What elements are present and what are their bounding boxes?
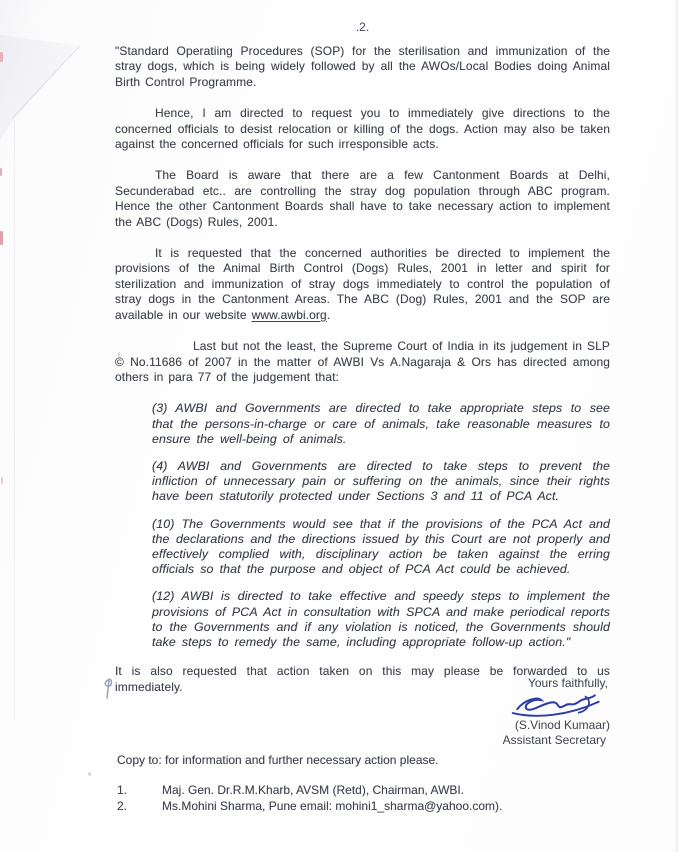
paragraph-requested-period: . bbox=[326, 307, 331, 322]
page-number: .2. bbox=[355, 20, 370, 34]
copy-to-item bbox=[117, 799, 612, 814]
paragraph-board: The Board is aware that there are a few Cantonment Boards at Delhi, Secunderabad etc.. are controlling the stray dog population through ABC program. Hence the other Cantonment Boards shall have to take necessary action to implement the ABC (Dogs) Rules, 2001. bbox=[115, 168, 610, 229]
scan-speck bbox=[88, 772, 91, 776]
pen-mark bbox=[100, 676, 116, 702]
quote-para-12: (12) AWBI is directed to take effective and speedy steps to implement the provisions of PCA Act in consultation with SPCA and make periodical reports to the Governments and if any violation is noticed, the Governments should take steps to remedy the same, including appropriate follow-up action." bbox=[152, 589, 610, 649]
scan-pink-mark bbox=[0, 168, 2, 176]
quote-para-10: (10) The Governments would see that if the provisions of the PCA Act and the declarations and the directions issued by this Court are not properly and effectively complied with, disciplinary action be taken against the erring officials so that the purpose and object of PCA Act could be achieved. bbox=[152, 516, 610, 577]
scan-pink-mark bbox=[1, 477, 3, 484]
website-link[interactable]: www.awbi.org bbox=[251, 307, 327, 322]
scan-pink-mark bbox=[0, 231, 3, 245]
copy-to-item bbox=[117, 783, 612, 798]
scan-edge-line bbox=[14, 120, 15, 720]
scan-pink-mark bbox=[0, 52, 3, 62]
quote-para-3: (3) AWBI and Governments are directed to take appropriate steps to see that the persons-in-charge or care of animals, take reasonable measures to ensure the well-being of animals. bbox=[152, 401, 610, 446]
copy-item-number: 1. bbox=[117, 783, 128, 797]
paragraph-supreme-court: Last but not the least, the Supreme Court of India in its judgement in SLP © No.11686 of 2007 in the matter of AWBI Vs A.Nagaraja & Ors has directed among others in para 77 of the judgement that: bbox=[115, 339, 610, 384]
copy-item-text: Ms.Mohini Sharma, Pune email: mohini1_sharma@yahoo.com). bbox=[162, 799, 503, 813]
paragraph-sop: "Standard Operatiing Procedures (SOP) for the sterilisation and immunization of the stray dogs, which is being widely followed by all the AWOs/Local Bodies doing Animal Birth Control Programme. bbox=[115, 44, 610, 89]
paragraph-requested-text: It is requested that the concerned authorities be directed to implement the provisions of the Animal Birth Control (Dogs) Rules, 2001 in letter and spirit for sterilization and immunization of stray dogs immediately to control the population of stray dogs in the Cantonment Areas. The ABC (Dog) Rules, 2001 and the SOP are available in our website bbox=[115, 246, 610, 322]
valediction: Yours faithfully, bbox=[527, 676, 608, 690]
copy-to-block bbox=[117, 753, 612, 815]
paragraph-hence: Hence, I am directed to request you to immediately give directions to the concerned officials to desist relocation or killing of the dogs. Action may also be taken against the concerned officials for such irresponsible acts. bbox=[115, 106, 610, 152]
signatory-name: (S.Vinod Kumaar) bbox=[514, 718, 610, 732]
copy-to-heading: Copy to: for information and further necessary action please. bbox=[117, 753, 439, 767]
paragraph-requested bbox=[115, 246, 610, 323]
paragraph-action-taken: It is also requested that action taken on this may please be forwarded to us immediately. bbox=[115, 664, 610, 694]
quote-para-4: (4) AWBI and Governments are directed to take steps to prevent the infliction of unnecessary pain or suffering on the animals, since their rights have been statutorily protected under Sections 3 and 11 of PCA Act. bbox=[152, 458, 610, 504]
letter-body bbox=[115, 44, 610, 711]
judgement-quote-block bbox=[115, 401, 610, 650]
copy-item-number: 2. bbox=[117, 799, 128, 813]
scan-edge-shadow-right bbox=[674, 0, 678, 852]
copy-item-text: Maj. Gen. Dr.R.M.Kharb, AVSM (Retd), Chairman, AWBI. bbox=[162, 783, 465, 797]
signatory-title: Assistant Secretary bbox=[502, 733, 606, 747]
signature-block bbox=[440, 676, 610, 748]
handwritten-signature bbox=[506, 690, 611, 720]
